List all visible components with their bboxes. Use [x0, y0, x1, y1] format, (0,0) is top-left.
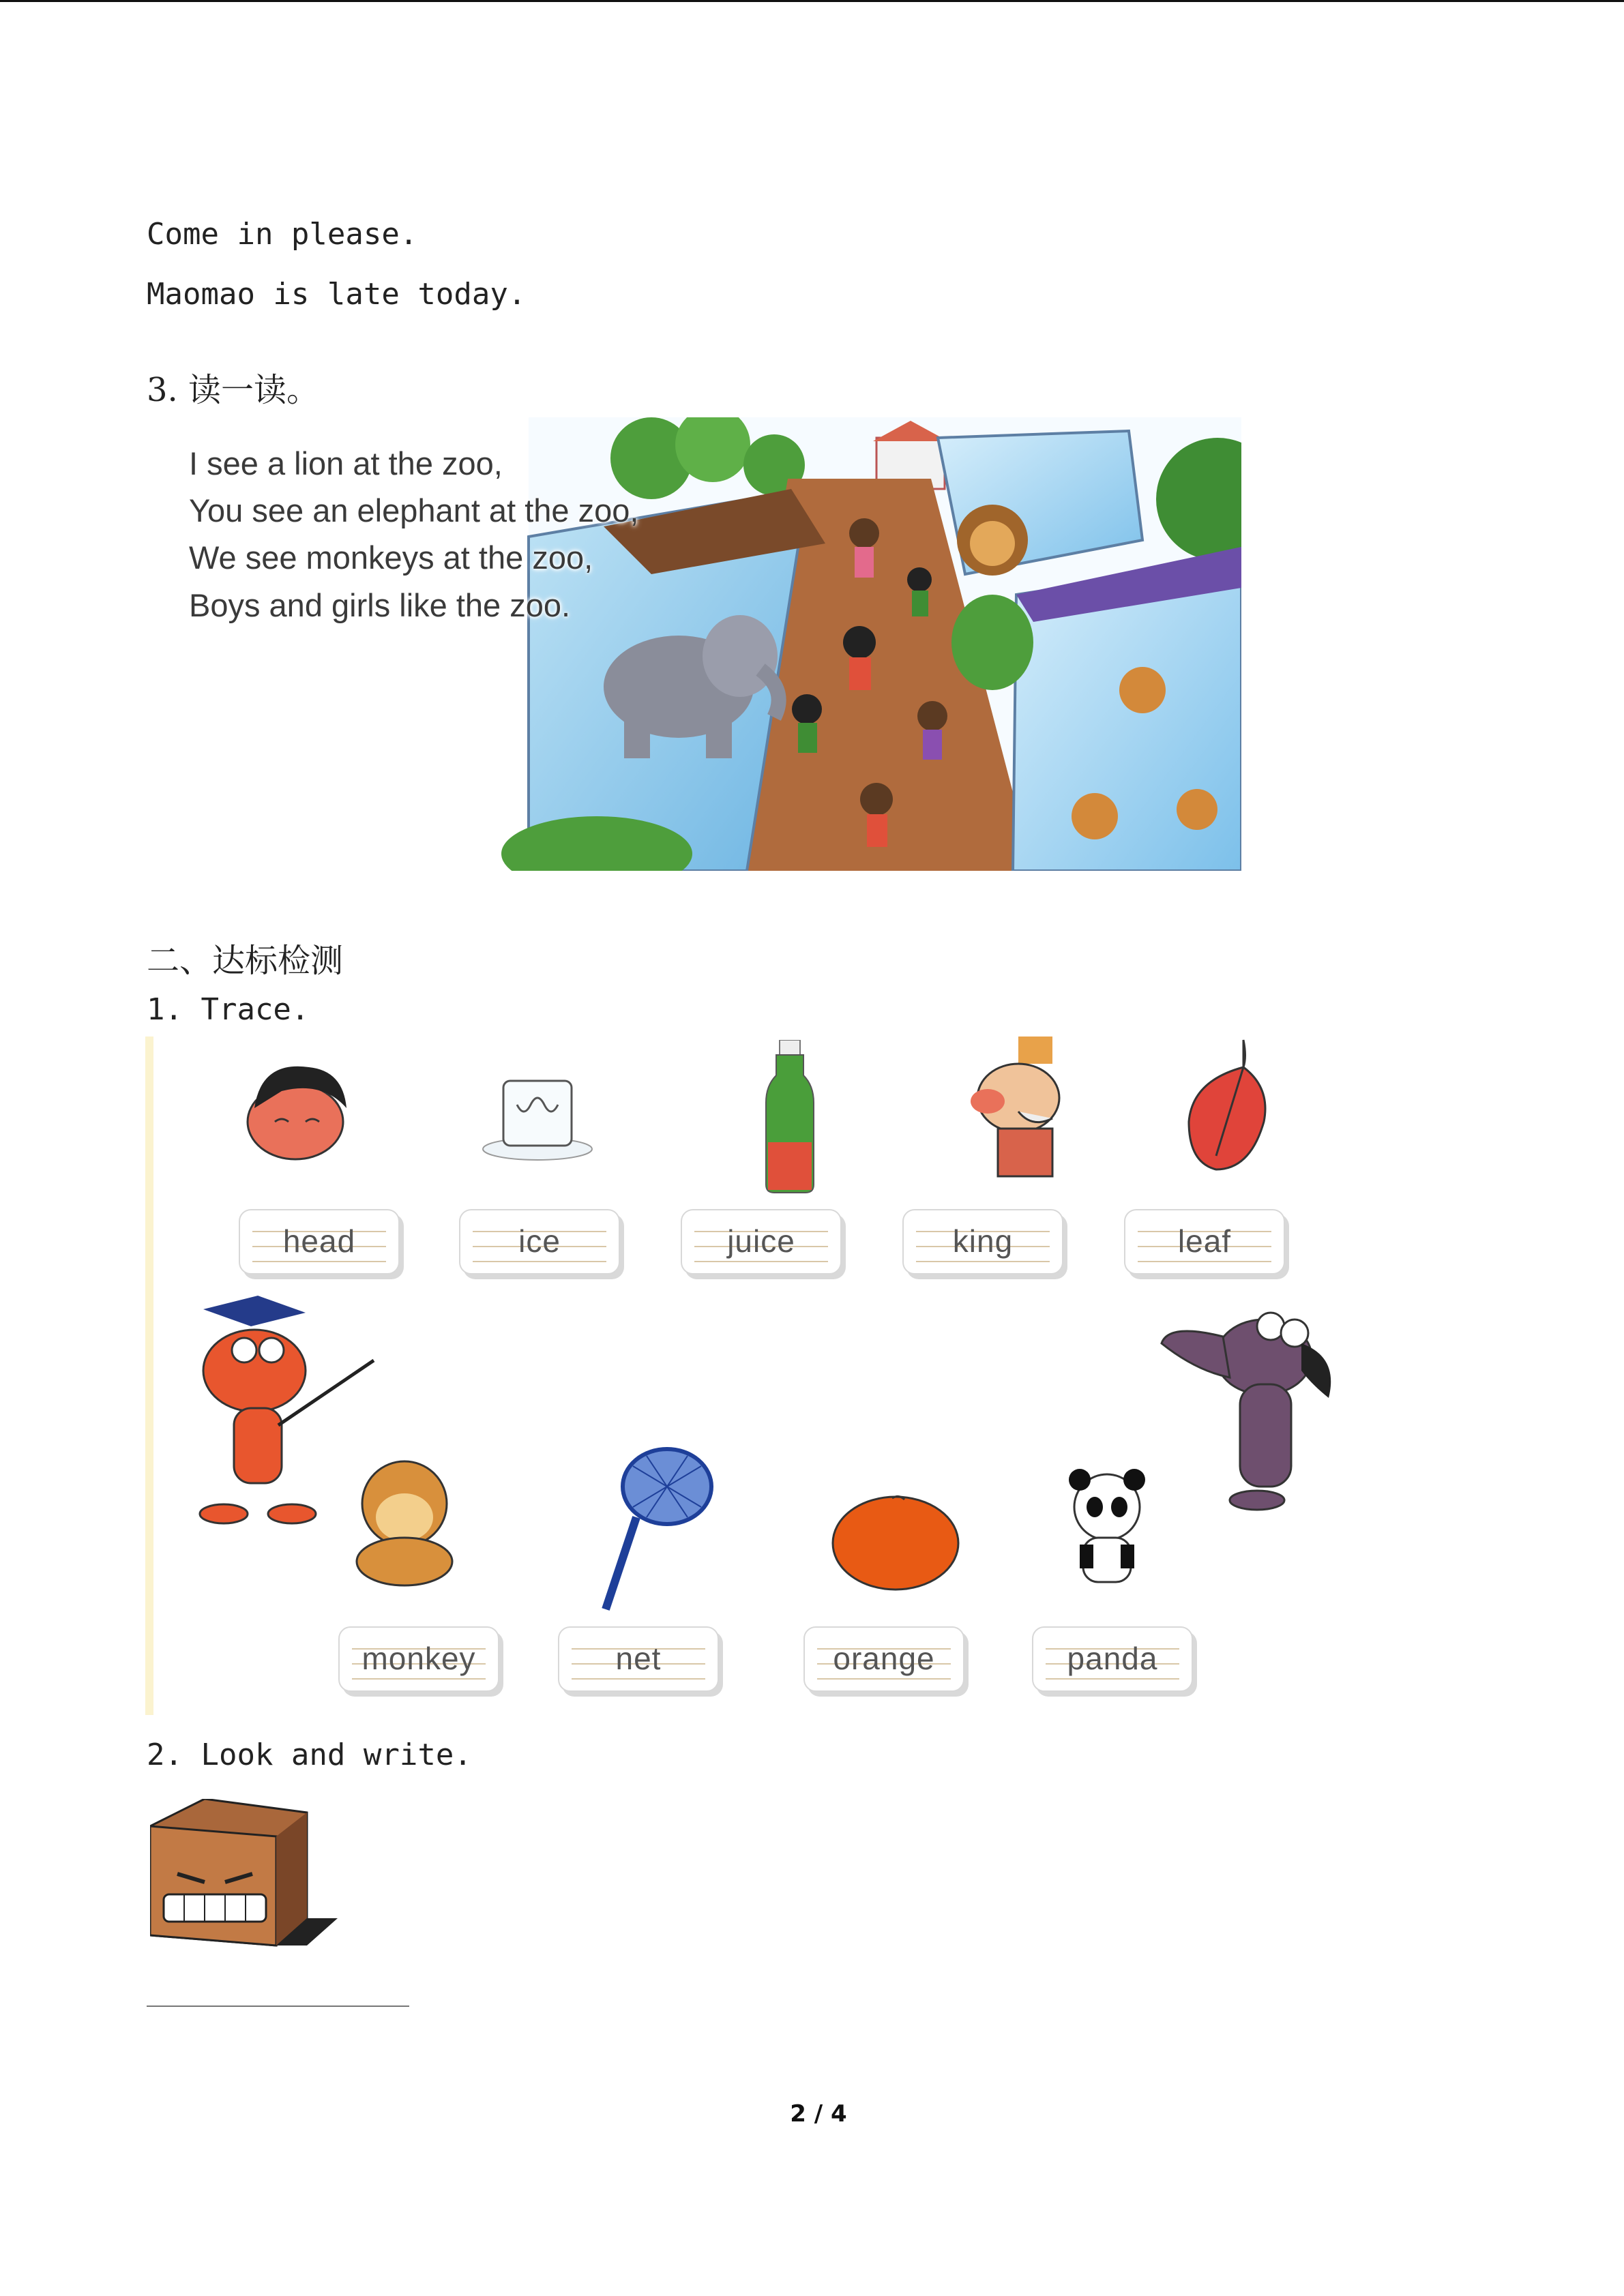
section3-heading: 3. 读一读。: [147, 371, 320, 409]
trace-word: head: [282, 1223, 356, 1259]
trace-word: panda: [1067, 1641, 1158, 1676]
dog-icon: [1155, 1296, 1346, 1527]
trace-heading: 1. Trace.: [147, 992, 310, 1027]
leaf-icon: [1182, 1037, 1271, 1173]
net-icon: [585, 1439, 722, 1616]
monkey-icon: [326, 1452, 483, 1589]
trace-card-king[interactable]: [902, 1209, 1063, 1274]
trace-side-bar: [145, 1037, 153, 1715]
orange-icon: [827, 1490, 964, 1592]
trace-word: monkey: [361, 1641, 476, 1676]
zoo-illustration: [174, 417, 1241, 871]
trace-card-monkey[interactable]: [338, 1626, 499, 1692]
part2-heading: 二、达标检测: [147, 942, 344, 980]
trace-word: ice: [518, 1223, 561, 1259]
sentence-maomao-late: Maomao is late today.: [147, 277, 527, 312]
trace-word: leaf: [1177, 1223, 1232, 1259]
rhyme-line-4: Boys and girls like the zoo.: [189, 587, 571, 623]
trace-word: orange: [833, 1641, 935, 1676]
panda-icon: [1052, 1466, 1162, 1596]
head-icon: [241, 1054, 357, 1163]
trace-card-head[interactable]: [239, 1209, 400, 1274]
answer-line[interactable]: [147, 2006, 409, 2007]
look-write-heading: 2. Look and write.: [147, 1738, 472, 1772]
trace-card-leaf[interactable]: [1124, 1209, 1285, 1274]
rhyme-line-3: We see monkeys at the zoo,: [189, 539, 593, 576]
box-face-icon: [150, 1799, 341, 1949]
trace-card-net[interactable]: [558, 1626, 719, 1692]
trace-card-orange[interactable]: [803, 1626, 964, 1692]
juice-bottle-icon: [756, 1040, 824, 1197]
trace-word: king: [952, 1223, 1014, 1259]
zoo-scene-picture: [174, 417, 1241, 871]
ice-icon: [479, 1067, 595, 1163]
rhyme-line-1: I see a lion at the zoo,: [189, 445, 503, 481]
page-top-border: [0, 0, 1624, 2]
trace-card-ice[interactable]: [459, 1209, 620, 1274]
trace-exercise: [145, 1037, 1340, 1715]
rhyme-line-2: You see an elephant at the zoo,: [189, 492, 639, 528]
trace-word: net: [615, 1641, 662, 1676]
trace-word: juice: [727, 1223, 795, 1259]
trace-card-juice[interactable]: [681, 1209, 842, 1274]
trace-card-panda[interactable]: [1032, 1626, 1193, 1692]
king-icon: [943, 1037, 1073, 1180]
page-number: 2 / 4: [790, 2100, 847, 2128]
sentence-come-in: Come in please.: [147, 217, 418, 252]
